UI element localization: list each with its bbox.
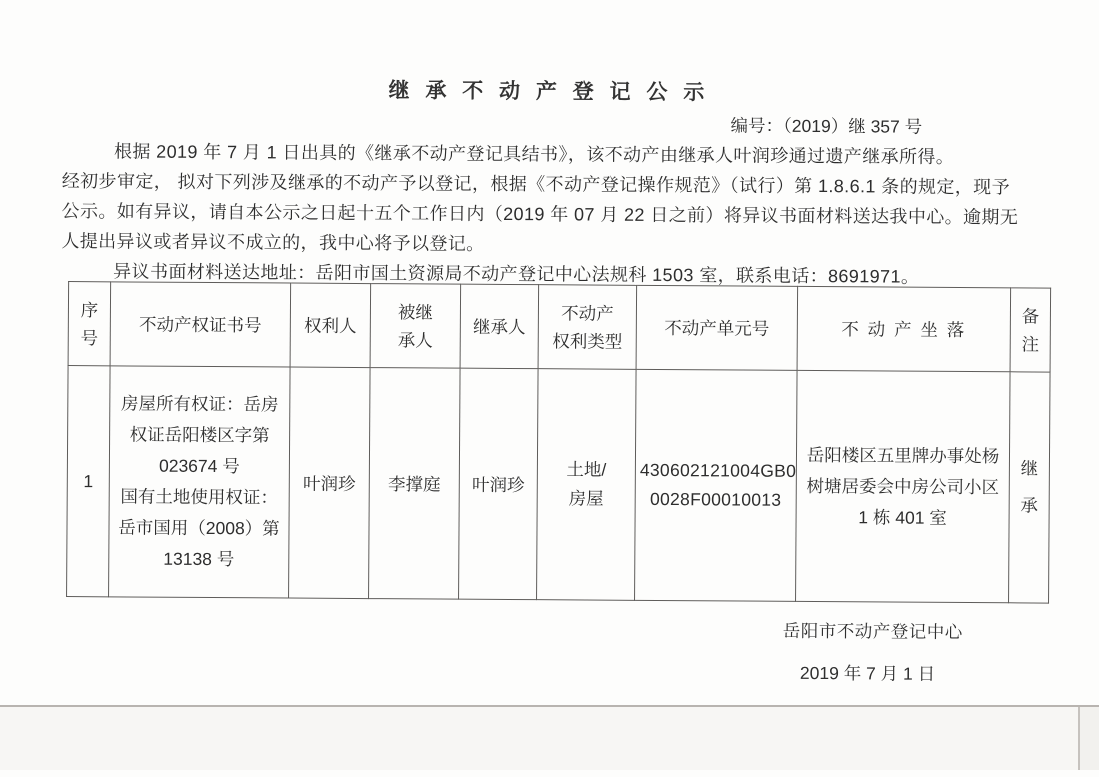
signature-date: 2019 年 7 月 1 日 [777, 660, 957, 686]
body-line: 异议书面材料送达地址：岳阳市国土资源局不动产登记中心法规科 1503 室，联系电话：8691971。 [61, 256, 1063, 293]
header-right-type: 不动产 权利类型 [538, 285, 637, 370]
body-line: 公示。如有异议，请自本公示之日起十五个工作日内（2019 年 07 月 22 日之前）将异议书面材料送达我中心。逾期无 [62, 196, 1064, 233]
cell-cert-number: 房屋所有权证：岳房 权证岳阳楼区字第 023674 号 国有土地使用权证： 岳市国用（2008）第 13138 号 [109, 366, 291, 598]
scan-edge-vertical [1078, 707, 1080, 770]
cell-right-holder: 叶润珍 [289, 367, 371, 599]
table-header-row [68, 282, 1051, 373]
header-right-holder: 权利人 [290, 283, 371, 368]
header-unit-number: 不动产单元号 [636, 285, 798, 370]
scan-corner-patch [1080, 707, 1099, 770]
scan-bottom-strip [0, 707, 1099, 770]
signature-org: 岳阳市不动产登记中心 [778, 618, 968, 644]
cell-location: 岳阳楼区五里牌办事处杨 树塘居委会中房公司小区 1 栋 401 室 [796, 370, 1011, 602]
cell-decedent: 李撑庭 [369, 368, 461, 600]
cell-remark: 继 承 [1009, 372, 1051, 603]
body-line: 经初步审定， 拟对下列涉及继承的不动产予以登记，根据《不动产登记操作规范》（试行）第 1.8.6.1 条的规定，现予 [62, 166, 1064, 203]
doc-number: 编号：（2019）继 357 号 [0, 108, 922, 139]
header-decedent: 被继 承人 [370, 284, 461, 369]
header-location: 不 动 产 坐 落 [797, 286, 1011, 371]
header-remark: 备 注 [1010, 288, 1051, 372]
page-title: 继 承 不 动 产 登 记 公 示 [0, 72, 1098, 109]
header-cert-number: 不动产权证书号 [110, 282, 291, 367]
header-heir: 继承人 [460, 284, 539, 369]
cell-seq: 1 [67, 366, 111, 597]
body-line: 根据 2019 年 7 月 1 日出具的《继承不动产登记具结书》，该不动产由继承人叶润珍通过遗产继承所得。 [62, 136, 1064, 173]
notice-body [61, 136, 1064, 293]
table-row [67, 366, 1051, 604]
body-line: 人提出异议或者异议不成立的，我中心将予以登记。 [61, 226, 1063, 263]
header-seq: 序 号 [68, 282, 111, 366]
scan-edge-horizontal [0, 705, 1099, 707]
cell-right-type: 土地/ 房屋 [537, 369, 637, 601]
notice-table [66, 281, 1051, 604]
cell-heir: 叶润珍 [459, 368, 539, 600]
cell-unit-number: 430602121004GB0 0028F00010013 [635, 369, 798, 601]
